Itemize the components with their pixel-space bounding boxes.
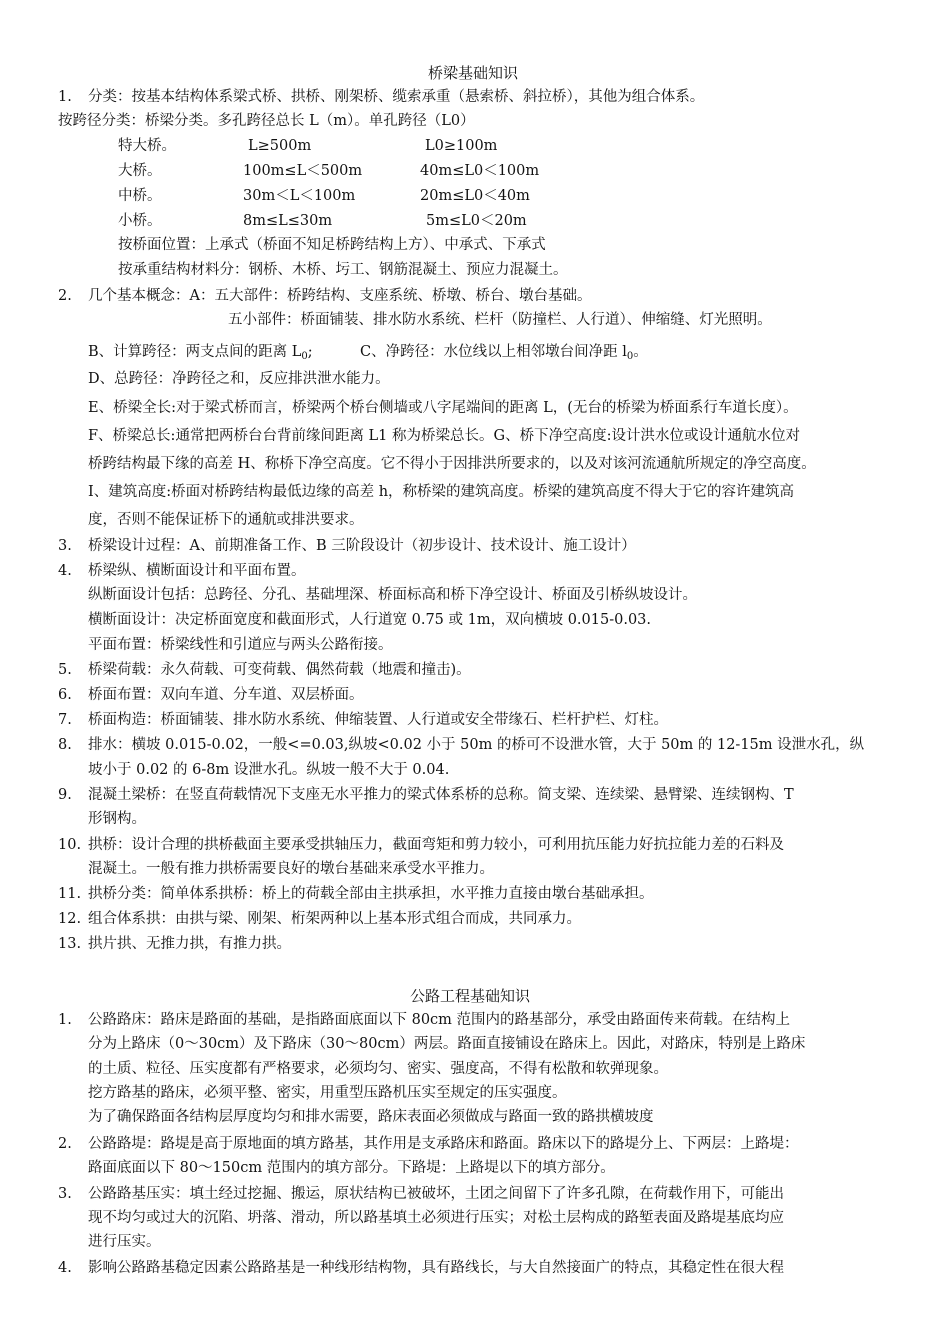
item-number: 4. <box>58 563 72 579</box>
item-number: 3. <box>58 1186 72 1202</box>
paragraph-line: 度，否则不能保证桥下的通航或排洪要求。 <box>88 512 364 528</box>
span-class-single: 5m≤L0＜20m <box>426 213 527 229</box>
section-title-highway: 公路工程基础知识 <box>410 987 531 1005</box>
item-number: 7. <box>58 712 72 728</box>
paragraph-line: 公路路基压实：填土经过挖掘、搬运，原状结构已被破坏，土团之间留下了许多孔隙，在荷载作用下，可能出 <box>88 1186 784 1202</box>
section-title-bridge: 桥梁基础知识 <box>428 64 519 82</box>
item-number: 11. <box>58 886 82 902</box>
item-number: 1. <box>58 1012 72 1028</box>
paragraph-line: 桥梁设计过程：A、前期准备工作、B 三阶段设计（初步设计、技术设计、施工设计） <box>88 538 636 554</box>
paragraph-line: 桥梁荷载：永久荷载、可变荷载、偶然荷载（地震和撞击)。 <box>88 662 471 678</box>
definition-b <box>88 341 313 368</box>
paragraph-line: 按桥面位置：上承式（桥面不知足桥跨结构上方）、中承式、下承式 <box>118 237 546 253</box>
span-class-single: L0≥100m <box>425 138 498 154</box>
paragraph-line: 按跨径分类：桥梁分类。多孔跨径总长 L（m）。单孔跨径（L0） <box>58 113 475 129</box>
span-class-name: 特大桥。 <box>118 138 176 154</box>
item-number: 8. <box>58 737 72 753</box>
definition-c <box>360 341 648 368</box>
item-number: 9. <box>58 787 72 803</box>
span-class-total: L≥500m <box>248 138 312 154</box>
span-class-total: 8m≤L≤30m <box>243 213 333 229</box>
paragraph-line: 排水：横坡 0.015-0.02，一般<=0.03,纵坡<0.02 小于 50m 的桥可不设泄水管，大于 50m 的 12-15m 设泄水孔，纵 <box>88 737 865 753</box>
paragraph-line: 桥面构造：桥面铺装、排水防水系统、伸缩装置、人行道或安全带缘石、栏杆护栏、灯柱。 <box>88 712 668 728</box>
paragraph-line: 分类：按基本结构体系梁式桥、拱桥、刚架桥、缆索承重（悬索桥、斜拉桥），其他为组合体系。 <box>88 89 705 105</box>
definition-b-end: ; <box>307 344 313 360</box>
paragraph-line: 挖方路基的路床，必须平整、密实，用重型压路机压实至规定的压实强度。 <box>88 1085 567 1101</box>
paragraph-line: 混凝土。一般有推力拱桥需要良好的墩台基础来承受水平推力。 <box>88 861 494 877</box>
span-class-name: 小桥。 <box>118 213 162 229</box>
definition-c-text: C、净跨径：水位线以上相邻墩台间净距 l <box>360 344 627 360</box>
span-class-total: 30m＜L＜100m <box>243 188 356 204</box>
definition-c-end: 。 <box>633 344 648 360</box>
paragraph-line: 平面布置：桥梁线性和引道应与两头公路衔接。 <box>88 637 393 653</box>
paragraph-line: 桥梁纵、横断面设计和平面布置。 <box>88 563 306 579</box>
paragraph-line: F、桥梁总长:通常把两桥台台背前缘间距离 L1 称为桥梁总长。G、桥下净空高度:设计洪水位或设计通航水位对 <box>88 428 800 444</box>
item-number: 3. <box>58 538 72 554</box>
paragraph-line: 按承重结构材料分：钢桥、木桥、圬工、钢筋混凝土、预应力混凝土。 <box>118 262 568 278</box>
item-number: 2. <box>58 1136 72 1152</box>
paragraph-line: 形钢构。 <box>88 811 146 827</box>
item-number: 13. <box>58 936 82 952</box>
item-number: 6. <box>58 687 72 703</box>
item-number: 12. <box>58 911 82 927</box>
paragraph-line: 五小部件：桥面铺装、排水防水系统、栏杆（防撞栏、人行道）、伸缩缝、灯光照明。 <box>228 312 772 328</box>
paragraph-line: 分为上路床（0～30cm）及下路床（30～80cm）两层。路面直接铺设在路床上。因此，对路床，特别是上路床 <box>88 1036 806 1052</box>
definition-b-text: B、计算跨径：两支点间的距离 L <box>88 344 302 360</box>
paragraph-line: E、桥梁全长:对于梁式桥而言，桥梁两个桥台侧墙或八字尾端间的距离 L，(无台的桥梁为桥面系行车道长度）。 <box>88 400 798 416</box>
paragraph-line: 的土质、粒径、压实度都有严格要求，必须均匀、密实、强度高，不得有松散和软弹现象。 <box>88 1061 668 1077</box>
item-number: 2. <box>58 288 72 304</box>
item-number: 10. <box>58 837 82 853</box>
paragraph-line: 进行压实。 <box>88 1234 161 1250</box>
span-class-name: 大桥。 <box>118 163 162 179</box>
paragraph-line: I、建筑高度:桥面对桥跨结构最低边缘的高差 h，称桥梁的建筑高度。桥梁的建筑高度不得大于它的容许建筑高 <box>88 484 795 500</box>
paragraph-line: 公路路堤：路堤是高于原地面的填方路基，其作用是支承路床和路面。路床以下的路堤分上、下两层：上路堤： <box>88 1136 799 1152</box>
paragraph-line: 桥跨结构最下缘的高差 H、称桥下净空高度。它不得小于因排洪所要求的，以及对该河流通航所规定的净空高度。 <box>88 456 816 472</box>
paragraph-line: 拱片拱、无推力拱，有推力拱。 <box>88 936 291 952</box>
paragraph-line: 路面底面以下 80～150cm 范围内的填方部分。下路堤：上路堤以下的填方部分。 <box>88 1160 615 1176</box>
paragraph-line: 坡小于 0.02 的 6-8m 设泄水孔。纵坡一般不大于 0.04. <box>88 762 450 778</box>
paragraph-line: 现不均匀或过大的沉陷、坍落、滑动，所以路基填土必须进行压实；对松土层构成的路堑表面及路堤基底均应 <box>88 1210 784 1226</box>
span-class-single: 20m≤L0＜40m <box>420 188 530 204</box>
subscript: 0 <box>301 351 308 362</box>
paragraph-line: 组合体系拱：由拱与梁、刚架、桁架两种以上基本形式组合而成，共同承力。 <box>88 911 581 927</box>
span-class-name: 中桥。 <box>118 188 162 204</box>
paragraph-line: 混凝土梁桥：在竖直荷载情况下支座无水平推力的梁式体系桥的总称。简支梁、连续梁、悬臂梁、连续钢构、T <box>88 787 794 803</box>
paragraph-line: 公路路床：路床是路面的基础，是指路面底面以下 80cm 范围内的路基部分，承受由路面传来荷载。在结构上 <box>88 1012 791 1028</box>
item-number: 1. <box>58 89 72 105</box>
paragraph-line: 几个基本概念：A：五大部件：桥跨结构、支座系统、桥墩、桥台、墩台基础。 <box>88 288 592 304</box>
paragraph-line: 拱桥：设计合理的拱桥截面主要承受拱轴压力，截面弯矩和剪力较小，可利用抗压能力好抗拉能力差的石料及 <box>88 837 784 853</box>
paragraph-line: 横断面设计：决定桥面宽度和截面形式，人行道宽 0.75 或 1m，双向横坡 0.015-0.03. <box>88 612 651 628</box>
paragraph-line: 桥面布置：双向车道、分车道、双层桥面。 <box>88 687 364 703</box>
span-class-single: 40m≤L0＜100m <box>420 163 540 179</box>
item-number: 4. <box>58 1260 72 1276</box>
item-number: 5. <box>58 662 72 678</box>
subscript: 0 <box>626 351 634 362</box>
paragraph-line: 影响公路路基稳定因素公路路基是一种线形结构物，具有路线长，与大自然接面广的特点，其稳定性在很大程 <box>88 1260 784 1276</box>
span-class-total: 100m≤L＜500m <box>243 163 363 179</box>
paragraph-line: 纵断面设计包括：总跨径、分孔、基础埋深、桥面标高和桥下净空设计、桥面及引桥纵坡设计。 <box>88 587 697 603</box>
paragraph-line: D、总跨径：净跨径之和，反应排洪泄水能力。 <box>88 371 390 387</box>
paragraph-line: 拱桥分类：简单体系拱桥：桥上的荷载全部由主拱承担，水平推力直接由墩台基础承担。 <box>88 886 654 902</box>
paragraph-line: 为了确保路面各结构层厚度均匀和排水需要，路床表面必须做成与路面一致的路拱横坡度 <box>88 1109 654 1125</box>
